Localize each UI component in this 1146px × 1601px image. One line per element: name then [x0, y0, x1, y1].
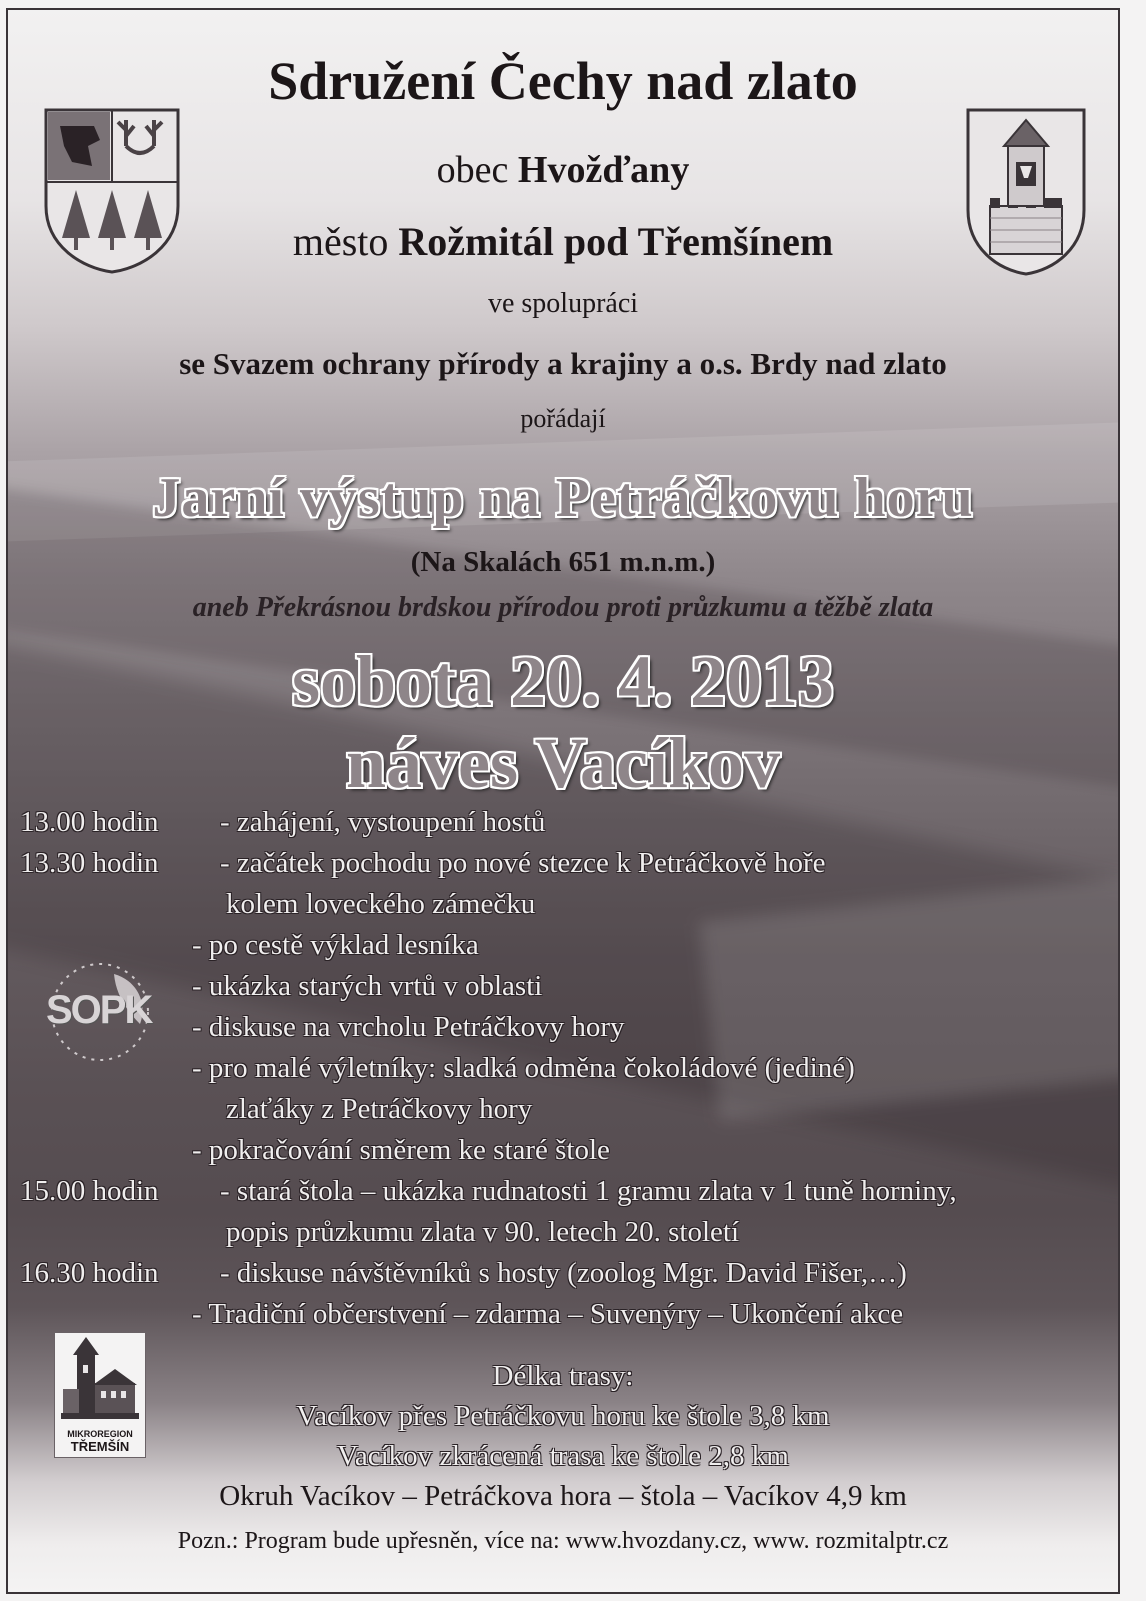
partners-line: se Svazem ochrany přírody a krajiny a o.s. Brdy nad zlato	[179, 346, 947, 381]
mikroregion-name: TŘEMŠÍN	[70, 1439, 130, 1454]
event-subtitle: (Na Skalách 651 m.n.m.)	[410, 546, 716, 578]
program-text: - po cestě výklad lesníka	[192, 929, 479, 961]
event-place: náves Vacíkov	[345, 723, 781, 803]
mesto-prefix: město	[292, 219, 389, 264]
program-row	[20, 1130, 1110, 1171]
mesto-name: Rožmitál pod Třemšínem	[398, 219, 834, 264]
program-text: - zahájení, vystoupení hostů	[220, 806, 546, 838]
program-row	[20, 1048, 1110, 1089]
program-text: - stará štola – ukázka rudnatosti 1 gramu zlata v 1 tuně horniny,	[220, 1175, 957, 1207]
program-text: - pokračování směrem ke staré štole	[192, 1134, 610, 1166]
mesto-line	[8, 218, 1118, 265]
program-text: - diskuse návštěvníků s hosty (zoolog Mgr. David Fišer,…)	[220, 1257, 907, 1289]
program-text: popis průzkumu zlata v 90. letech 20. století	[226, 1216, 740, 1248]
program-time: 15.00 hodin	[20, 1175, 159, 1207]
mikroregion-label: MIKROREGION	[67, 1429, 133, 1439]
program-row	[20, 966, 1110, 1007]
program-time: 13.00 hodin	[20, 806, 159, 838]
program-text: kolem loveckého zámečku	[226, 888, 536, 920]
poster	[6, 8, 1120, 1594]
program-row	[20, 884, 1110, 925]
program-time: 13.30 hodin	[20, 847, 159, 879]
program-list	[20, 802, 1110, 1335]
program-text: - ukázka starých vrtů v oblasti	[192, 970, 543, 1002]
program-row	[20, 1171, 1110, 1212]
program-row	[20, 802, 1110, 843]
obec-prefix: obec	[436, 149, 509, 191]
program-time: 16.30 hodin	[20, 1257, 159, 1289]
program-text: - Tradiční občerstvení – zdarma – Suvenýry – Ukončení akce	[192, 1298, 904, 1330]
program-row	[20, 843, 1110, 884]
program-row	[20, 1253, 1110, 1294]
obec-line	[8, 148, 1118, 192]
event-date: sobota 20. 4. 2013	[291, 641, 835, 721]
event-title: Jarní výstup na Petráčkovu horu	[152, 467, 974, 529]
sopk-logo	[40, 956, 160, 1068]
program-text: - začátek pochodu po nové stezce k Petráčkově hoře	[220, 847, 826, 879]
cooperation-line: ve spolupráci	[487, 288, 639, 319]
program-row	[20, 925, 1110, 966]
program-row	[20, 1294, 1110, 1335]
footer-note: Pozn.: Program bude upřesněn, více na: www.hvozdany.cz, www. rozmitalptr.cz	[177, 1528, 949, 1554]
program-text: - pro malé výletníky: sladká odměna čokoládové (jediné)	[192, 1052, 855, 1084]
sopk-logo-text: SOPK	[46, 988, 152, 1032]
program-row	[20, 1212, 1110, 1253]
organize-line: pořádají	[520, 404, 606, 433]
program-text: - diskuse na vrcholu Petráčkovy hory	[192, 1011, 625, 1043]
program-text: zlaťáky z Petráčkovy hory	[226, 1093, 533, 1125]
route-heading: Délka trasy:	[492, 1360, 634, 1392]
route-lengths	[8, 1356, 1118, 1516]
route-item-3: Okruh Vacíkov – Petráčkova hora – štola – Vacíkov 4,9 km	[219, 1480, 907, 1512]
obec-name: Hvožďany	[517, 149, 690, 191]
route-item-1: Vacíkov přes Petráčkovu horu ke štole 3,8 km	[296, 1400, 830, 1432]
program-row	[20, 1007, 1110, 1048]
event-tagline: aneb Překrásnou brdskou přírodou proti průzkumu a těžbě zlata	[192, 592, 934, 623]
program-row	[20, 1089, 1110, 1130]
route-item-2: Vacíkov zkrácená trasa ke štole 2,8 km	[337, 1440, 789, 1472]
organizer-title: Sdružení Čechy nad zlato	[268, 51, 858, 111]
